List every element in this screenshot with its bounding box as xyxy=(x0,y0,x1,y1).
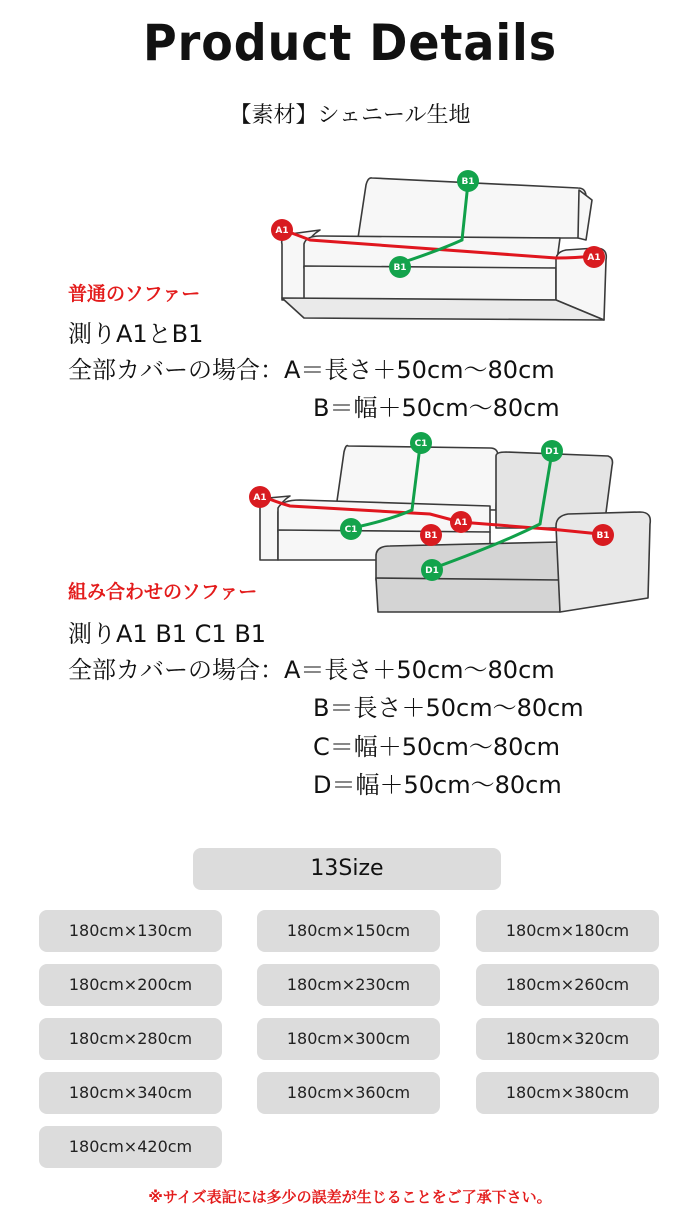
size-option-130[interactable]: 180cm×130cm xyxy=(39,910,222,952)
size-option-360[interactable]: 180cm×360cm xyxy=(257,1072,440,1114)
size-option-150[interactable]: 180cm×150cm xyxy=(257,910,440,952)
size-option-320[interactable]: 180cm×320cm xyxy=(476,1018,659,1060)
size-option-180[interactable]: 180cm×180cm xyxy=(476,910,659,952)
section2-line-b: B＝長さ＋50cm～80cm xyxy=(313,694,584,722)
size-option-280[interactable]: 180cm×280cm xyxy=(39,1018,222,1060)
size-count-header: 13Size xyxy=(193,848,501,890)
label-a1-right xyxy=(583,246,605,268)
size-option-420[interactable]: 180cm×420cm xyxy=(39,1126,222,1168)
size-option-260[interactable]: 180cm×260cm xyxy=(476,964,659,1006)
section2-measure: 測りA1 B1 C1 B1 xyxy=(68,620,267,648)
size-option-230[interactable]: 180cm×230cm xyxy=(257,964,440,1006)
label2-b1-mid xyxy=(420,524,442,546)
page-title: Product Details xyxy=(142,14,558,72)
svg-text:B1: B1 xyxy=(596,531,610,541)
label2-c1-bottom xyxy=(340,518,362,540)
label2-a1-mid xyxy=(450,511,472,533)
svg-text:A1: A1 xyxy=(587,253,601,263)
section2-line-d: D＝幅＋50cm～80cm xyxy=(313,771,562,799)
svg-text:D1: D1 xyxy=(425,566,439,576)
section1-full-cover: 全部カバーの場合：A＝長さ＋50cm～80cm xyxy=(68,356,555,384)
svg-text:B1: B1 xyxy=(393,263,407,273)
svg-text:A1: A1 xyxy=(253,493,267,503)
section1-title: 普通のソファー xyxy=(68,283,201,305)
section2-full-cover: 全部カバーの場合：A＝長さ＋50cm～80cm xyxy=(68,656,555,684)
label2-c1-top xyxy=(410,432,432,454)
label-b1-top xyxy=(457,170,479,192)
svg-text:C1: C1 xyxy=(344,525,358,535)
size-option-340[interactable]: 180cm×340cm xyxy=(39,1072,222,1114)
label2-b1-right xyxy=(592,524,614,546)
svg-text:B1: B1 xyxy=(461,177,475,187)
label2-d1-top xyxy=(541,440,563,462)
size-option-300[interactable]: 180cm×300cm xyxy=(257,1018,440,1060)
section2-line-c: C＝幅＋50cm～80cm xyxy=(313,733,560,761)
material-label: 【素材】シェニール生地 xyxy=(229,103,471,128)
label2-d1-bottom xyxy=(421,559,443,581)
size-option-380[interactable]: 180cm×380cm xyxy=(476,1072,659,1114)
section1-line-b: B＝幅＋50cm～80cm xyxy=(313,394,560,422)
svg-text:C1: C1 xyxy=(414,439,428,449)
label-a1-left xyxy=(271,219,293,241)
section2-title: 組み合わせのソファー xyxy=(68,581,258,603)
svg-text:B1: B1 xyxy=(424,531,438,541)
section1-measure: 測りA1とB1 xyxy=(68,320,204,348)
label-b1-bottom xyxy=(389,256,411,278)
label2-a1-left xyxy=(249,486,271,508)
size-disclaimer-note: ※サイズ表記には多少の誤差が生じることをご了承下さい。 xyxy=(148,1188,552,1206)
svg-text:A1: A1 xyxy=(454,518,468,528)
svg-text:D1: D1 xyxy=(545,447,559,457)
svg-text:A1: A1 xyxy=(275,226,289,236)
size-option-200[interactable]: 180cm×200cm xyxy=(39,964,222,1006)
